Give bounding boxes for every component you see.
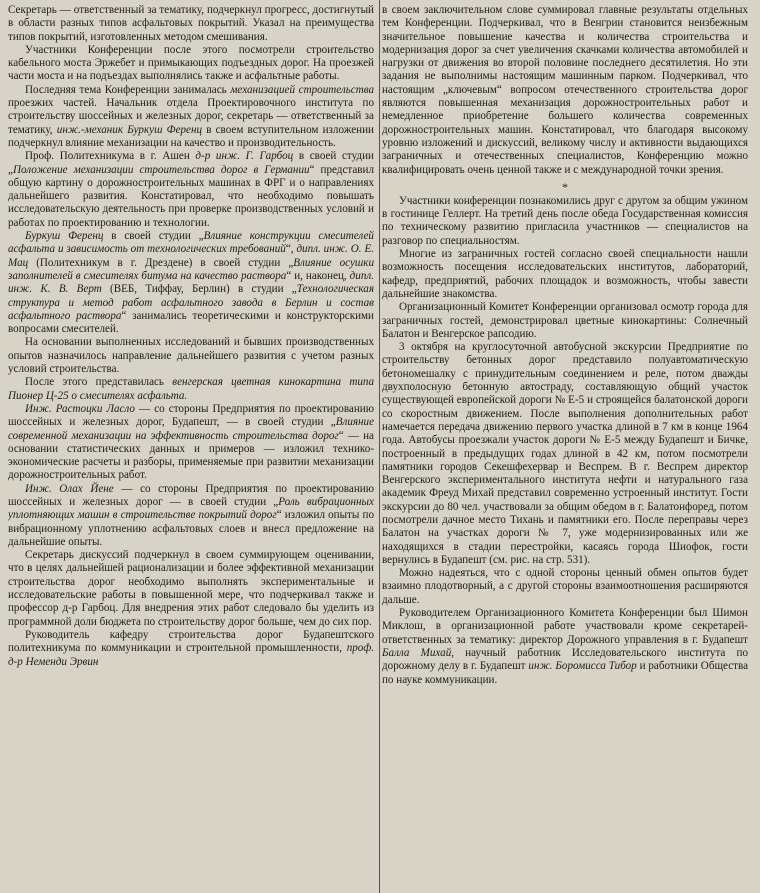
text-run: — со стороны Предприятия по проектированию шоссейных и железных дорог, Будапешт, — в своей студии „	[8, 402, 374, 429]
paragraph	[382, 607, 748, 687]
paragraph	[382, 195, 748, 248]
paragraph	[8, 629, 374, 669]
text-run: (ВЕБ, Тиффау, Берлин) в студии „	[101, 283, 297, 296]
italic-text: д-р инж. Г. Гарбоц	[195, 150, 294, 163]
paragraph	[8, 44, 374, 84]
text-run: Участники Конференции после этого посмотрели строительство кабельного моста Эржебет и примыкающих подъездных дорог. На проезжей части моста и на подъездах выполнялись также и асфальтные работы.	[8, 43, 374, 83]
paragraph	[8, 4, 374, 44]
text-run: Можно надеяться, что с одной стороны ценный обмен опытов будет взаимно плодотворный, а с другой стороны взаимоотношения расширяются дальше.	[382, 567, 748, 606]
paragraph	[8, 230, 374, 336]
text-run: “ — на основании статистических данных и примеров — изложил технико-экономические расчеты и разборы, применяемые при развитии механизации дорожностроительных работ.	[8, 429, 374, 482]
paragraph	[382, 4, 748, 177]
text-run: Организационный Комитет Конференции организовал осмотр города для заграничных гостей, демонстрировал цветные кинокартины: Солнечный Балатон и Венгерское рапсодию.	[382, 301, 748, 340]
italic-text: венгерская цветная кинокартина типа Пионер Ц-25 о смесителях асфальта.	[8, 376, 374, 402]
left-text-column	[8, 4, 374, 893]
text-run: Секретарь дискуссий подчеркнул в своем суммирующем оценивании, что в целях дальнейшей рационализации и более эффективной механизации строительства дорог необходимо выполнять экспериментальные и исследовательские работы в повышенной мере, что подчеркивал также и профессор д-р Гарбоц. Для внедрения этих работ следовало бы уделить из программной доли бюджета по строительству дорог больше, чем до сих пор.	[8, 549, 374, 628]
text-run: 3 октября на круглосуточной автобусной экскурсии Предприятие по строительству бетонных дорог представило полуавтоматическую бетономешалку с принудительным соединением и реле, потом дважды двухполосную бетонную автостраду, составляющую общий участок существующей европейской дороги № Е-5 и строящейся балатонской дороги со скоростным движением. После выполнения дополнительных работ намечается передача движению первого участка длиной в 7 км в конце 1964 года. Автобусы проезжали участок дороги № Е-5 между Будапешт и Бичке, построенный в предыдущих годах длиной в 42 км, потом посмотрели памятники городов Секешфехервар и Веспрем. В г. Веспрем директор Венгерского экспериментального института нефти и натурального газа академик Фреуд Михай представил современно устроенный институт. Гости экскурсии до 80 чел. участвовали за общим обедом в г. Балатонфоред, потом посмотрели дачное место Тихань и памятники его. После переправы через Балатон на участках дороги № 7, уже модернизированных или же находящихся в стадии перестройки, касаясь города Шиофок, гости вернулись в Будапешт (см. рис. на стр. 531).	[382, 341, 748, 566]
text-run: проезжих частей. Начальник отдела Проектировочного института по строительству шоссейных и железных дорог, секретарь — ответственный за тематику,	[8, 97, 374, 136]
italic-text: инж.-механик Буркуш Ференц	[56, 123, 203, 136]
italic-text: Положение механизации строительства дорог в Германии	[12, 163, 310, 176]
paragraph	[382, 301, 748, 341]
italic-text: Влияние современной механизации на эффективность строительства дорог	[8, 416, 374, 442]
paragraph	[8, 150, 374, 230]
text-run: Многие из заграничных гостей согласно своей специальности нашли возможность посещения исследовательских институтов, лабораторий, кафедр, предприятий, рабочих площадок и возможность, чтобы завести дальнейшие знакомства.	[382, 248, 748, 300]
paragraph	[8, 84, 374, 150]
text-run: в своей студии „	[103, 230, 204, 243]
text-run: , научный работник Исследовательского института по дорожному делу в г. Будапешт	[382, 646, 748, 673]
text-run: Проф. Политехникума в г. Ашен	[25, 150, 196, 163]
text-run: “ занимались теоретическими и конструкторскими вопросами смесителей.	[8, 309, 374, 336]
paragraph	[8, 376, 374, 403]
text-run: “,	[285, 243, 297, 256]
text-run: “ представил общую картину о дорожностроительных машинах в ФРГ и о направлениях дальнейшего развития. Констатировал, что необходимо повышать исследовательскую деятельность при проверке производственных условий и работах по проектированию и технологии.	[8, 163, 374, 229]
paragraph	[8, 549, 374, 629]
column-divider	[379, 0, 380, 893]
paragraph	[382, 567, 748, 607]
italic-text: инж. Боромисса Тибор	[528, 660, 637, 673]
italic-text: Влияние осушки заполнителей в смесителях битума на качество раствора	[8, 256, 374, 282]
text-run: в своем заключительном слове суммировал главные результаты отдельных тем Конференции. Подчеркивал, что в Венгрии становится неизбежным значительное повышение качества и количества строительства и модернизация дорог за счет увеличения скачками количества автомобилей и нагрузки от движения во второй половине последнего десятилетия. Но эти задания не выполнимы настоящим машинным парком. Подчеркивал, что настоящим „ключевым“ вопросом отечественного строительства дорог являются повышенная механизация дорожностроительных работ и немедленное приобретение большего количества современных дорожностроительных машин. Констатировал, что благодаря высокому уровню изложений и дискуссий, великому числу и активности выдающихся заграничных и отечественных специалистов, Конференцию можно квалифицировать очень ценной также и с международной точки зрения.	[382, 4, 748, 176]
italic-text: Инж. Растоцки Ласло	[25, 402, 135, 415]
text-run: Руководителем Организационного Комитета Конференции был Шимон Миклош, в организационной работе участвовали кроме секретарей-ответственных за тематику: директор Дорожного управления в г. Будапешт	[382, 607, 748, 646]
text-run: в своей студии „	[8, 150, 374, 176]
italic-text: Балла Михай	[382, 646, 452, 659]
italic-text: Инж. Олах Йене	[25, 482, 114, 495]
italic-text: проф. д-р Неменди Эрвин	[8, 642, 374, 668]
paragraph	[8, 483, 374, 549]
text-run: (Политехникум в г. Дрездене) в своей студии „	[28, 256, 294, 269]
italic-text: Влияние конструкции смесителей асфальта и зависимость от технологических требований	[8, 230, 374, 256]
right-text-column	[382, 4, 748, 893]
text-run: и работники Общества по науке коммуникации.	[382, 660, 748, 686]
text-run: После этого представилась	[25, 376, 173, 389]
paragraph	[382, 341, 748, 567]
text-run: Секретарь — ответственный за тематику, подчеркнул прогресс, достигнутый в области разных типов асфальтовых покрытий. Указал на преимущества типов покрытий, изготовленных методом смешивания.	[8, 4, 374, 43]
italic-text: дипл. инж. О. Е. Мац	[8, 243, 374, 269]
text-run: — со стороны Предприятия по проектированию шоссейных и железных дорог — в своей студии „	[8, 482, 374, 508]
text-run: Последняя тема Конференции занималась	[25, 83, 231, 96]
paragraph	[8, 403, 374, 483]
section-separator-asterisk: *	[562, 179, 568, 194]
italic-text: Роль вибрационных уплотняющих машин в строительстве покрытий дорог	[8, 495, 374, 522]
paragraph	[382, 248, 748, 301]
paragraph	[8, 336, 374, 376]
text-run: “ изложил опыты по вибрационному уплотнению асфальтовых слоев и внесл предложение на дальнейшие опыты.	[8, 509, 374, 548]
text-run: в своем вступительном изложении подчеркнул влияние механизации на качество и производительность.	[8, 123, 374, 149]
text-run: Участники конференции познакомились друг с другом за общим ужином в гостинице Геллерт. На третий день после обеда Государственная комиссия по техническому развитию пригласила участников — специалистов на разговор по специальностям.	[382, 194, 748, 247]
text-run: На основании выполненных исследований и бывших производственных опытов назначилось направление дальнейшего развития с учетом разных условий строительства.	[8, 336, 374, 376]
italic-text: Буркуш Ференц	[25, 230, 104, 243]
closing-remarks-section	[382, 4, 748, 177]
italic-text: механизацией строительства	[230, 83, 374, 96]
italic-text: Технологическая структура и метод работ асфальтного завода в Берлин и состав асфальтного раствора	[8, 283, 374, 322]
social-program-section	[382, 195, 748, 687]
text-run: Руководитель кафедру строительства дорог Будапештского политехникума по коммуникации и строительной промышленности,	[8, 628, 374, 655]
italic-text: дипл. инж. К. В. Верт	[8, 269, 374, 296]
text-run: “ и, наконец,	[286, 269, 350, 282]
